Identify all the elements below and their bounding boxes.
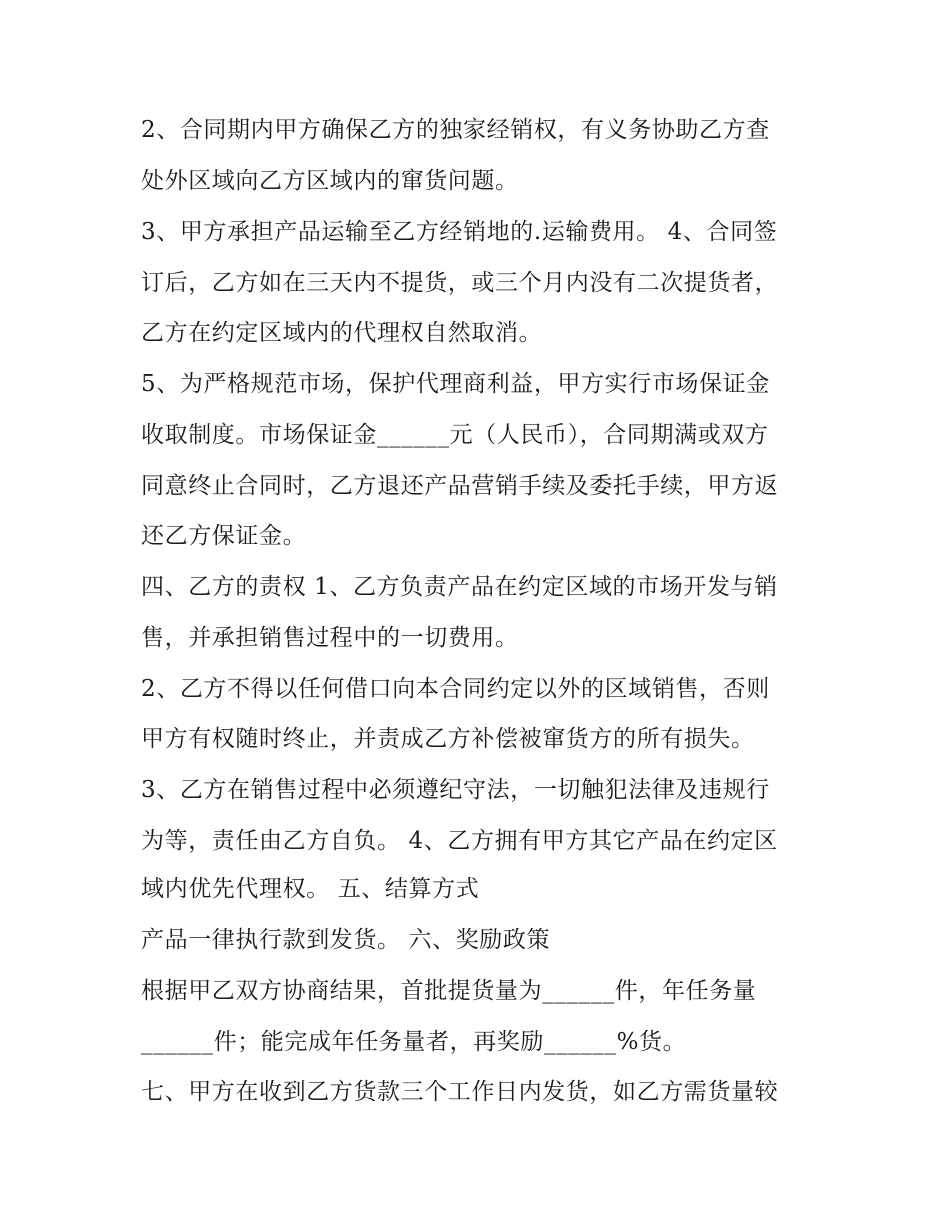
text-line: 还乙方保证金。 (141, 523, 307, 549)
text-line: 2、乙方不得以任何借口向本合同约定以外的区域销售，否则 (141, 676, 770, 702)
text-line: 域内优先代理权。 五、结算方式 (141, 876, 480, 902)
text-line: 甲方有权随时终止，并责成乙方补偿被窜货方的所有损失。 (141, 726, 755, 752)
text-line: 四、乙方的责权 1、乙方负责产品在约定区域的市场开发与销 (141, 574, 778, 600)
text-line: 七、甲方在收到乙方货款三个工作日内发货，如乙方需货量较 (141, 1079, 779, 1105)
text-line: 订后，乙方如在三天内不提货，或三个月内没有二次提货者， (141, 270, 779, 296)
text-line: 处外区域向乙方区域内的窜货问题。 (141, 168, 519, 194)
text-line: 根据甲乙双方协商结果，首批提货量为______件，年任务量 (141, 978, 757, 1004)
text-line: 5、为严格规范市场，保护代理商利益，甲方实行市场保证金 (141, 371, 770, 397)
text-line: 产品一律执行款到发货。 六、奖励政策 (141, 927, 551, 953)
text-line: 售，并承担销售过程中的一切费用。 (141, 625, 519, 651)
text-line: 乙方在约定区域内的代理权自然取消。 (141, 320, 543, 346)
text-line: 3、乙方在销售过程中必须遵纪守法，一切触犯法律及违规行 (141, 777, 770, 803)
text-line: ______件；能完成年任务量者，再奖励______%货。 (141, 1029, 687, 1055)
text-line: 同意终止合同时，乙方退还产品营销手续及委托手续，甲方返 (141, 473, 779, 499)
text-line: 2、合同期内甲方确保乙方的独家经销权，有义务协助乙方查 (141, 117, 770, 143)
text-line: 收取制度。市场保证金______元（人民币），合同期满或双方 (141, 422, 769, 448)
text-line: 3、甲方承担产品运输至乙方经销地的.运输费用。 4、合同签 (141, 219, 778, 245)
text-line: 为等，责任由乙方自负。 4、乙方拥有甲方其它产品在约定区 (141, 828, 778, 854)
